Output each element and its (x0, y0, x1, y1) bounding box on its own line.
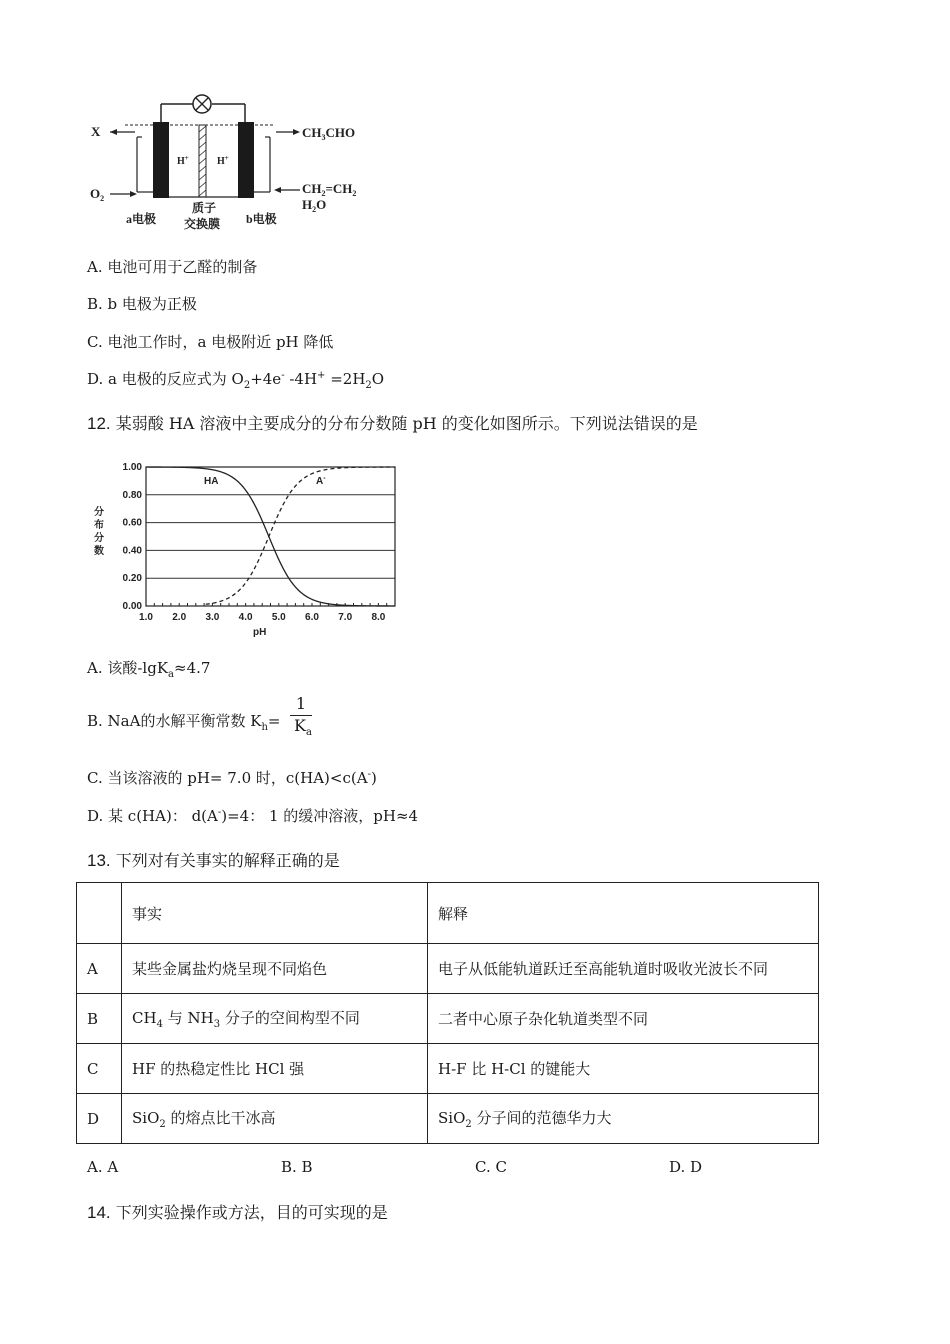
distribution-chart (86, 455, 406, 645)
x-tick-label: 2.0 (172, 612, 187, 623)
table-row (77, 994, 819, 1044)
membrane-label-line2: 交换膜 (184, 217, 221, 231)
row-reason: SiO$_2$ 分子间的范德华力大 (428, 1094, 819, 1144)
table-row (77, 944, 819, 994)
h-ion-left-label: H+ (177, 154, 189, 167)
series-a-minus-line (206, 467, 395, 604)
y-axis-label: 分布分数 (94, 507, 104, 557)
y-tick-label: 0.40 (122, 545, 142, 557)
x-tick-label: 8.0 (371, 612, 386, 623)
y-tick-label: 1.00 (122, 462, 142, 473)
y-tick-label: 0.80 (122, 489, 142, 501)
row-label: C (77, 1044, 122, 1094)
table-header-row (77, 883, 819, 944)
q11-option-d: D. a 电极的反应式为 $O_2+4e^-$ $-4H^+ =2H_2O$ (87, 370, 385, 391)
q12-option-b-fraction (290, 694, 316, 738)
arrow-right-out-icon (276, 129, 300, 135)
table-header-cell: 解释 (428, 883, 819, 944)
x-tick-label: 5.0 (271, 612, 286, 623)
a-electrode (153, 122, 169, 198)
q13-choice-b: B. B (281, 1158, 313, 1176)
h-ion-right-label: H+ (217, 154, 229, 167)
fraction-denominator: $K_a$ (294, 716, 312, 739)
x-axis-label: pH (253, 627, 267, 638)
x-tick-label: 6.0 (305, 612, 319, 623)
battery-diagram (80, 92, 380, 234)
b-electrode (238, 122, 254, 198)
row-label: A (77, 944, 122, 994)
row-reason: 二者中心原子杂化轨道类型不同 (428, 994, 819, 1044)
q13-choice-d: D. D (669, 1158, 703, 1176)
proton-exchange-membrane (199, 125, 206, 197)
q12-stem: 12. 某弱酸 HA 溶液中主要成分的分布分数随 pH 的变化如图所示。下列说法错误的是 (87, 414, 698, 433)
q13-stem: 13. 下列对有关事实的解释正确的是 (87, 851, 340, 870)
row-reason: H-F 比 H-Cl 的键能大 (428, 1044, 819, 1094)
x-tick-label: 7.0 (338, 612, 353, 623)
q12-option-c: C. 当该溶液的 pH= 7.0 时，c(HA)<c(A-) (87, 769, 377, 787)
q12-option-a: A. 该酸-lgK$_a$≈4.7 (87, 659, 211, 680)
y-tick-label: 0.60 (122, 517, 142, 529)
y-tick-label: 0.00 (122, 601, 142, 612)
row-label: D (77, 1094, 122, 1144)
b-electrode-label: b电极 (246, 212, 277, 226)
row-label: B (77, 994, 122, 1044)
arrow-left-in-icon (110, 191, 137, 197)
q12-option-d: D. 某 c(HA)： d(A-)=4： 1 的缓冲溶液，pH≈4 (87, 807, 419, 825)
q11-option-c: C. 电池工作时，a 电极附近 pH 降低 (87, 333, 334, 351)
x-tick-label: 1.0 (139, 612, 153, 623)
q13-table (76, 882, 819, 1144)
table-row (77, 1044, 819, 1094)
row-fact: 某些金属盐灼烧呈现不同焰色 (122, 944, 428, 994)
fraction-numerator: 1 (295, 694, 307, 713)
q11-option-a: A. 电池可用于乙醛的制备 (87, 258, 258, 276)
y-tick-label: 0.20 (122, 573, 142, 585)
q13-choice-a: A. A (87, 1158, 119, 1176)
q12-option-b: B. NaA的水解平衡常数 $K_h=$ (87, 712, 281, 733)
left-input-label: $O_2$ (90, 186, 105, 203)
right-input-water-label: $H_2O$ (302, 197, 327, 214)
series-ha-line (146, 467, 395, 606)
arrow-left-out-icon (110, 129, 135, 135)
a-electrode-label: a电极 (126, 212, 157, 226)
x-tick-label: 4.0 (238, 612, 253, 623)
q13-choice-c: C. C (475, 1158, 507, 1176)
row-fact: SiO$_2$ 的熔点比干冰高 (122, 1094, 428, 1144)
table-row (77, 1094, 819, 1144)
row-fact: $CH_4$ 与 $NH_3$ 分子的空间构型不同 (122, 994, 428, 1044)
table-header-cell: 事实 (122, 883, 428, 944)
right-output-label: $CH_3CHO$ (302, 125, 356, 142)
row-fact: HF 的热稳定性比 HCl 强 (122, 1044, 428, 1094)
series-a-minus-label: A- (316, 475, 326, 487)
left-output-label: X (91, 124, 101, 139)
x-tick-label: 3.0 (205, 612, 220, 623)
series-ha-label: HA (204, 476, 219, 487)
table-header-cell (77, 883, 122, 944)
membrane-label-line1: 质子 (192, 201, 217, 215)
lamp-icon (193, 95, 211, 113)
q11-option-b: B. b 电极为正极 (87, 295, 197, 313)
q14-stem: 14. 下列实验操作或方法，目的可实现的是 (87, 1203, 388, 1222)
right-input-ethylene-label: $CH_2=CH_2$ (302, 181, 357, 198)
row-reason: 电子从低能轨道跃迁至高能轨道时吸收光波长不同 (428, 944, 819, 994)
arrow-right-in-icon (274, 187, 300, 193)
